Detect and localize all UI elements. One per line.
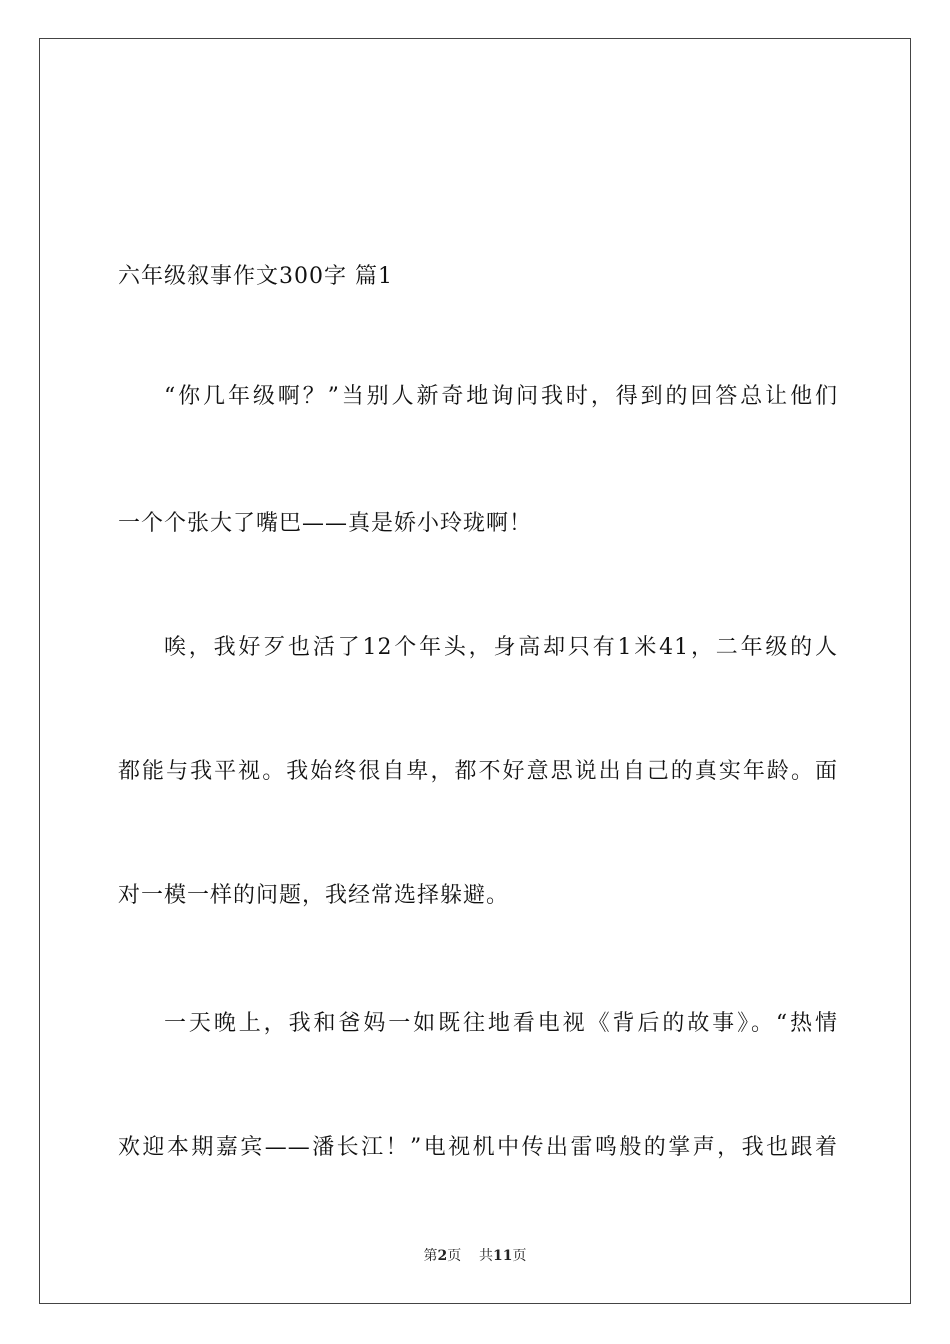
paragraph-line-4: 都能与我平视。我始终很自卑，都不好意思说出自己的真实年龄。面 bbox=[118, 759, 838, 784]
paragraph-line-7: 欢迎本期嘉宾——潘长江！”电视机中传出雷鸣般的掌声，我也跟着 bbox=[118, 1135, 838, 1160]
paragraph-line-6: 一天晚上，我和爸妈一如既往地看电视《背后的故事》。“热情 bbox=[164, 1011, 838, 1036]
page-suffix: 页 bbox=[447, 1248, 462, 1264]
paragraph-line-3: 唉，我好歹也活了12个年头，身高却只有1米41，二年级的人 bbox=[164, 635, 838, 660]
total-pages: 11 bbox=[493, 1248, 513, 1264]
page-frame bbox=[39, 38, 911, 1304]
paragraph-line-2: 一个个张大了嘴巴——真是娇小玲珑啊！ bbox=[118, 511, 533, 536]
total-suffix: 页 bbox=[512, 1248, 527, 1264]
page-number: 2 bbox=[437, 1248, 448, 1264]
page-prefix: 第 bbox=[423, 1248, 438, 1264]
total-prefix: 共 bbox=[479, 1248, 494, 1264]
paragraph-line-1: “你几年级啊？”当别人新奇地询问我时，得到的回答总让他们 bbox=[164, 384, 838, 409]
essay-heading: 六年级叙事作文300字 篇1 bbox=[118, 264, 393, 289]
page-footer bbox=[0, 1247, 950, 1265]
paragraph-line-5: 对一模一样的问题，我经常选择躲避。 bbox=[118, 883, 510, 908]
